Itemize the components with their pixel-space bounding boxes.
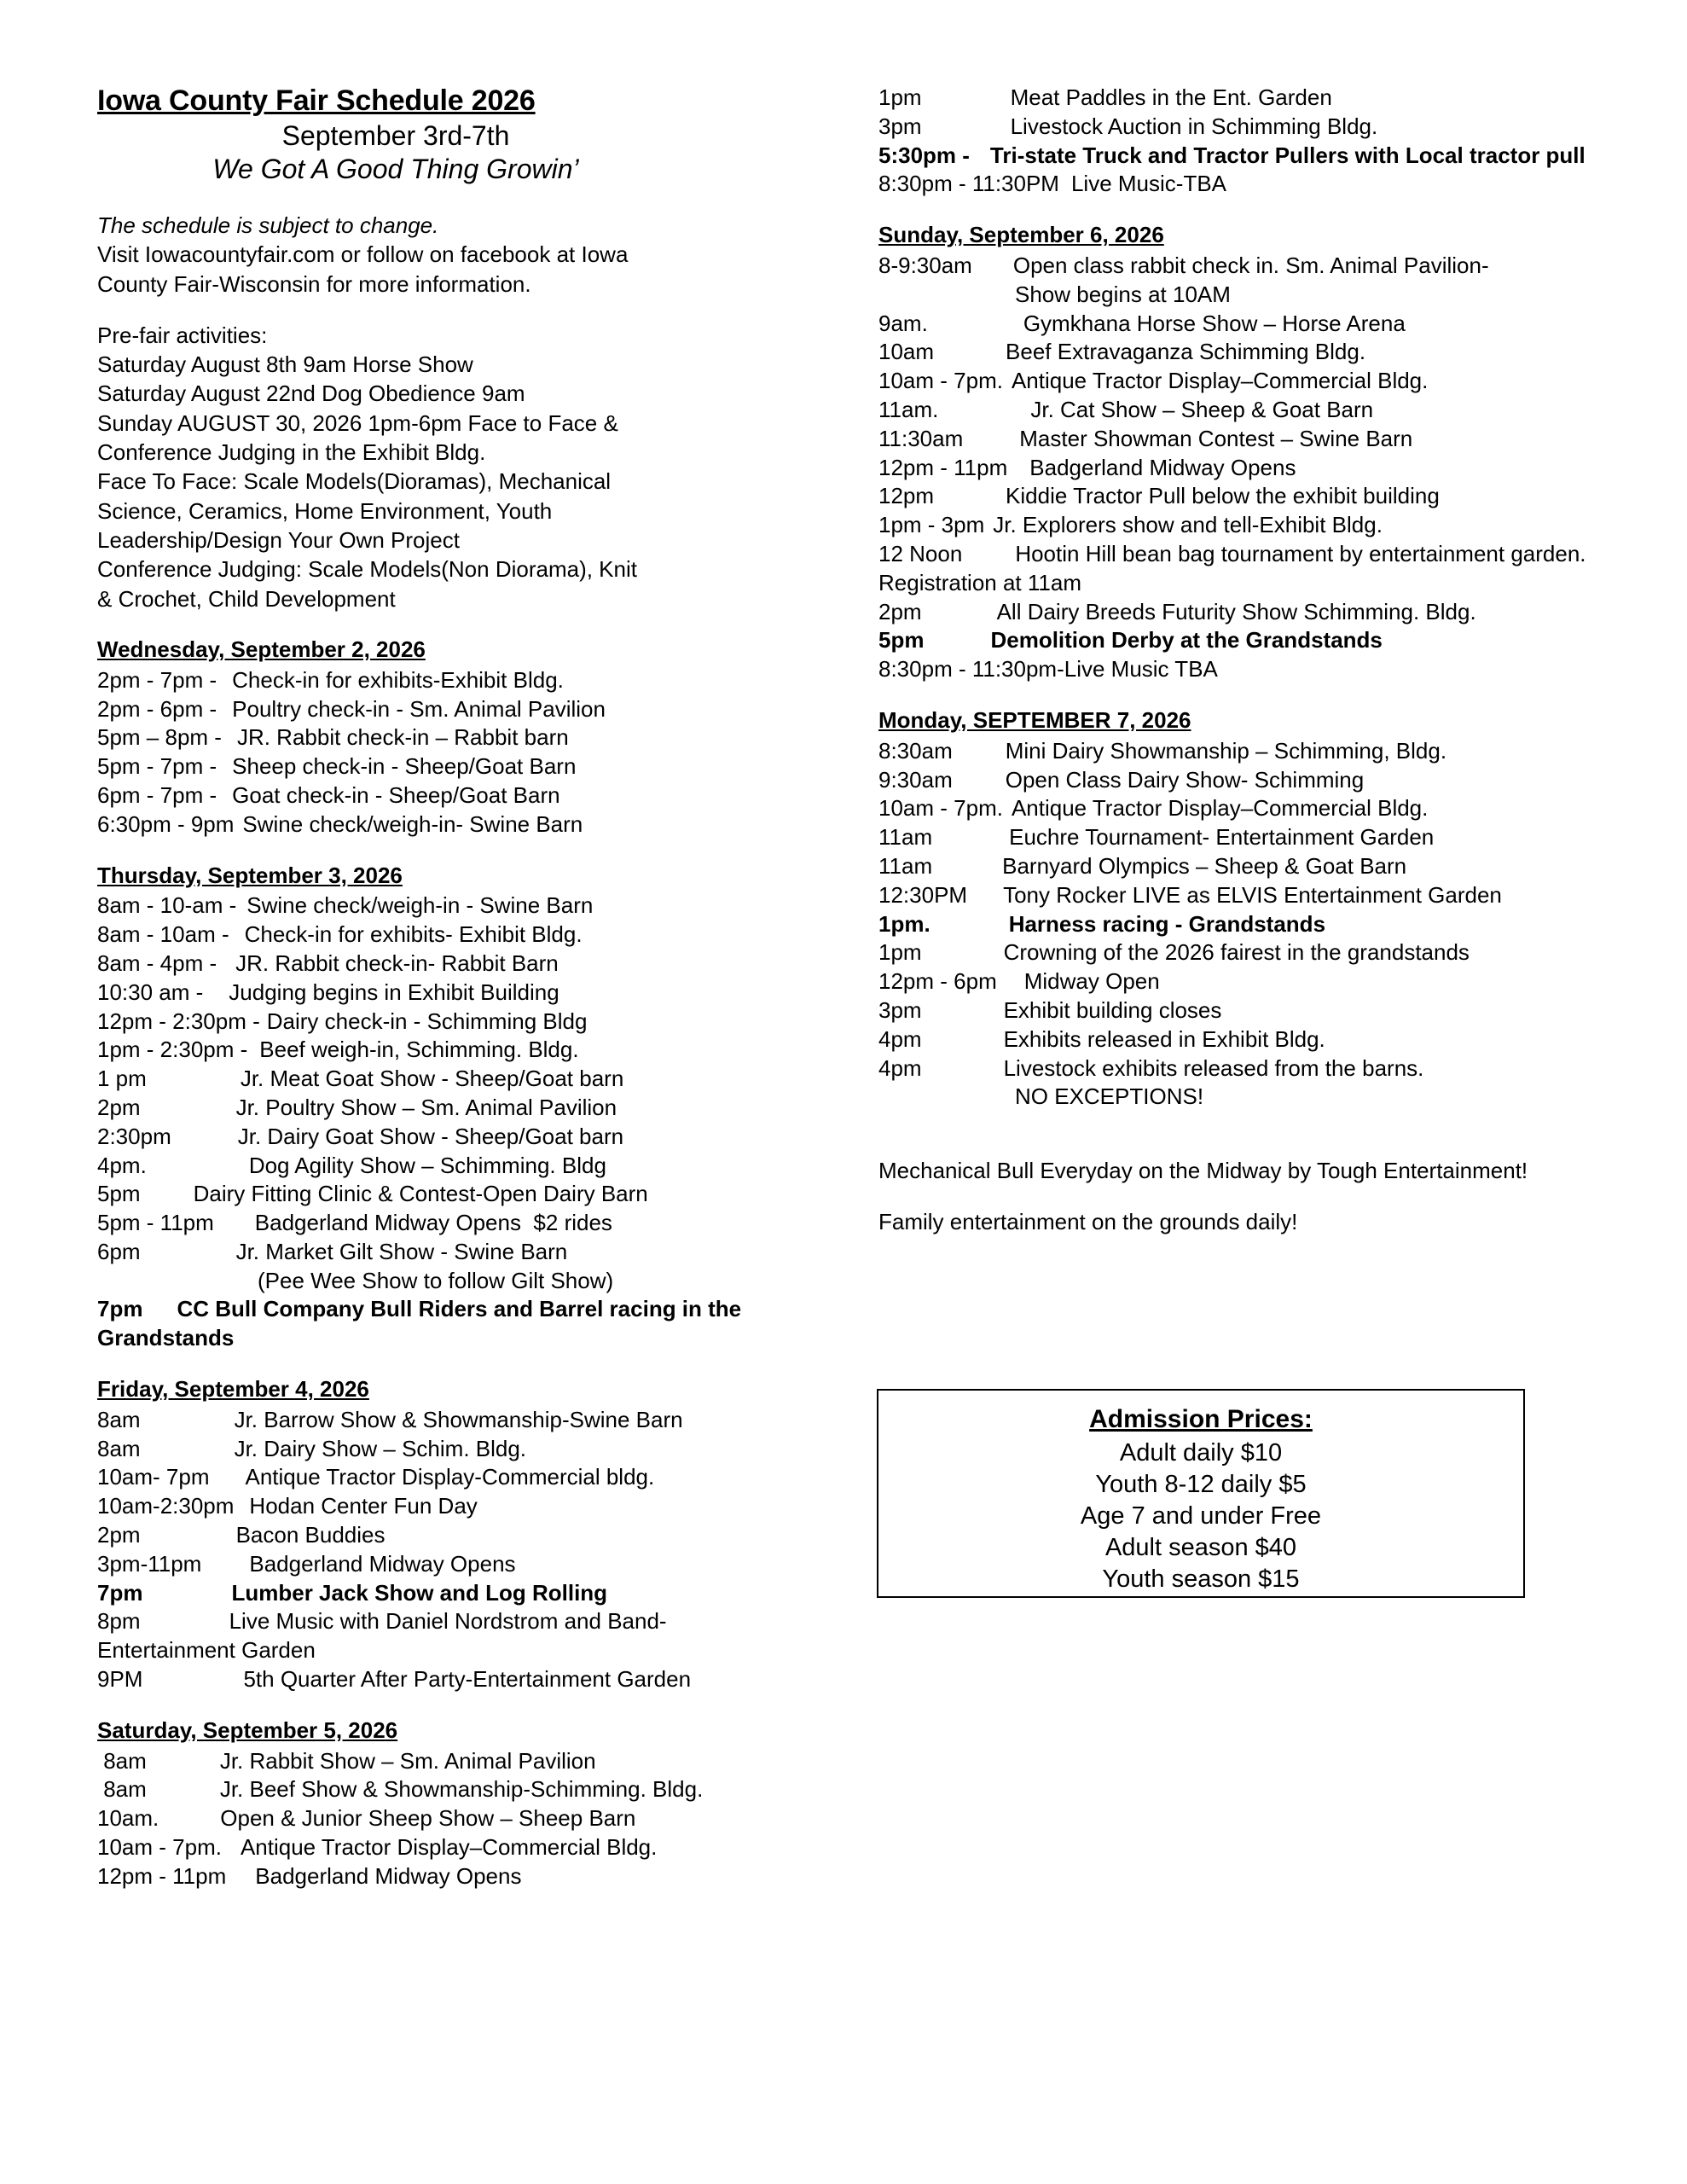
event-description: Jr. Dairy Goat Show - Sheep/Goat barn (237, 1123, 624, 1149)
event-description: Badgerland Midway Opens (249, 1550, 516, 1577)
schedule-event (97, 950, 797, 979)
event-description: Jr. Explorers show and tell-Exhibit Bldg. (993, 512, 1383, 538)
visit-line-1: Visit Iowacountyfair.com or follow on facebook at Iowa (97, 241, 629, 268)
schedule-event (97, 1747, 797, 1776)
schedule-event (878, 967, 1586, 996)
event-description: Gymkhana Horse Show – Horse Arena (1023, 310, 1406, 336)
right-column (878, 84, 1586, 1237)
event-description: Jr. Beef Show & Showmanship-Schimming. Bldg. (219, 1776, 704, 1803)
schedule-event (878, 310, 1586, 339)
schedule-event (97, 1209, 797, 1238)
event-description: Dairy Fitting Clinic & Contest-Open Dairy Barn (193, 1181, 648, 1207)
schedule-event (97, 1065, 797, 1094)
event-description: Antique Tractor Display-Commercial bldg. (245, 1464, 655, 1490)
schedule-event (878, 881, 1586, 910)
schedule-event (97, 752, 797, 781)
event-description: Live Music with Daniel Nordstrom and Band-Entertainment Garden (97, 1608, 667, 1664)
event-description: Jr. Barrow Show & Showmanship-Swine Barn (234, 1406, 683, 1432)
day-heading: Friday, September 4, 2026 (97, 1376, 369, 1403)
event-time: 2pm (878, 598, 922, 624)
admission-price-line: Age 7 and under Free (1080, 1502, 1322, 1531)
event-description: Open & Junior Sheep Show – Sheep Barn (220, 1805, 636, 1832)
event-description: Swine check/weigh-in - Swine Barn (246, 892, 594, 919)
schedule-event (878, 170, 1586, 199)
event-description: Jr. Rabbit Show – Sm. Animal Pavilion (219, 1747, 596, 1774)
admission-price-line: Youth 8-12 daily $5 (1095, 1471, 1307, 1499)
event-description: Barnyard Olympics – Sheep & Goat Barn (1002, 852, 1407, 879)
event-description: Poultry check-in - Sm. Animal Pavilion (232, 695, 606, 722)
schedule-event (878, 910, 1586, 939)
prefair-line: Face To Face: Scale Models(Dioramas), Mechanical (97, 468, 612, 495)
event-description: All Dairy Breeds Futurity Show Schimming. Bldg. (996, 598, 1476, 624)
event-time: 10am- 7pm (97, 1464, 210, 1490)
event-time: 5:30pm - (878, 142, 970, 168)
event-description: CC Bull Company Bull Riders and Barrel racing in the Grandstands (97, 1296, 742, 1351)
event-description: Dairy check-in - Schimming Bldg (266, 1008, 588, 1034)
event-time: 8am (97, 1747, 147, 1774)
schedule-event (97, 1036, 797, 1065)
event-description: Tony Rocker LIVE as ELVIS Entertainment Garden (1003, 881, 1502, 908)
event-time: 3pm (878, 996, 922, 1023)
event-description: Crowning of the 2026 fairest in the grandstands (1003, 939, 1470, 966)
schedule-event (878, 482, 1586, 511)
event-time: 4pm. (97, 1152, 147, 1178)
event-description: Mini Dairy Showmanship – Schimming, Bldg. (1005, 737, 1447, 764)
event-time: 4pm (878, 1054, 922, 1081)
schedule-event (97, 781, 797, 810)
event-time: 11:30am (878, 425, 964, 451)
day-heading: Sunday, September 6, 2026 (878, 222, 1164, 248)
event-time: 8am (97, 1406, 141, 1432)
schedule-event (878, 252, 1586, 281)
event-time: 5pm – 8pm - (97, 724, 222, 751)
event-time: 5pm - 11pm (97, 1210, 214, 1236)
schedule-event (878, 766, 1586, 795)
event-time: 6pm (97, 1238, 141, 1264)
schedule-event (878, 823, 1586, 852)
event-time: 12pm - 2:30pm - (97, 1008, 260, 1034)
event-description: Exhibits released in Exhibit Bldg. (1003, 1025, 1325, 1052)
event-description: Tri-state Truck and Tractor Pullers with Local tractor pull (989, 142, 1586, 168)
event-time: 5pm - 7pm - (97, 753, 217, 780)
event-description: Check-in for exhibits-Exhibit Bldg. (232, 666, 564, 693)
event-time: 1pm - 2:30pm - (97, 1037, 248, 1063)
event-time: 8-9:30am (878, 252, 972, 278)
event-description: Badgerland Midway Opens (1029, 454, 1296, 480)
event-time: 10am - 7pm. (97, 1834, 222, 1861)
schedule-event (878, 655, 1586, 684)
schedule-event (97, 1008, 797, 1037)
spacer (97, 1891, 797, 1914)
day-sections-right (878, 84, 1586, 1134)
event-description: Midway Open (1023, 968, 1160, 995)
event-time: 11am (878, 852, 933, 879)
event-time: 12pm - 11pm (878, 454, 1008, 480)
schedule-event (97, 1238, 797, 1267)
schedule-event (878, 367, 1586, 396)
schedule-event (97, 666, 797, 695)
event-description: Antique Tractor Display–Commercial Bldg. (240, 1834, 658, 1861)
event-time: 8am - 4pm - (97, 950, 217, 976)
mechanical-bull-note: Mechanical Bull Everyday on the Midway by Tough Entertainment! (878, 1158, 1528, 1184)
event-time: 11am (878, 824, 933, 851)
page-title: Iowa County Fair Schedule 2026 (97, 84, 536, 117)
event-description: 5th Quarter After Party-Entertainment Garden (243, 1666, 692, 1693)
schedule-change-notice: The schedule is subject to change. (97, 212, 439, 238)
event-time: 1 pm (97, 1066, 147, 1092)
event-time: 12 Noon (878, 540, 963, 566)
spacer (878, 684, 1586, 706)
event-description: Harness racing - Grandstands (1008, 910, 1326, 937)
event-description: Antique Tractor Display–Commercial Bldg. (1011, 368, 1429, 394)
prefair-line: Leadership/Design Your Own Project (97, 527, 460, 554)
event-time: 9am. (878, 310, 928, 336)
event-time: 10am (878, 339, 935, 365)
spacer (97, 299, 797, 321)
event-time: 2pm - 7pm - (97, 666, 217, 693)
admission-price-line: Adult season $40 (1104, 1534, 1297, 1562)
event-time: 8am (97, 1435, 141, 1461)
event-time: 8am - 10-am - (97, 892, 237, 919)
admission-price-line: Adult daily $10 (1119, 1439, 1283, 1467)
event-time: 9:30am (878, 766, 953, 793)
event-description: Dog Agility Show – Schimming. Bldg (248, 1152, 606, 1178)
event-time: 4pm (878, 1025, 922, 1052)
schedule-event (878, 113, 1586, 142)
prefair-line: Science, Ceramics, Home Environment, Youth (97, 497, 553, 524)
schedule-event (97, 1607, 797, 1665)
prefair-heading: Pre-fair activities: (97, 322, 268, 348)
event-time: 2pm - 6pm - (97, 695, 217, 722)
schedule-event (97, 1295, 797, 1353)
event-description: Open class rabbit check in. Sm. Animal Pavilion- (1012, 252, 1489, 278)
event-description: NO EXCEPTIONS! (1015, 1083, 1204, 1110)
event-description: Beef Extravaganza Schimming Bldg. (1006, 339, 1366, 365)
event-description: Lumber Jack Show and Log Rolling (231, 1579, 608, 1606)
schedule-event (878, 511, 1586, 540)
day-heading: Saturday, September 5, 2026 (97, 1716, 398, 1743)
schedule-event (97, 1579, 797, 1608)
schedule-event (878, 142, 1586, 171)
schedule-event (878, 598, 1586, 627)
event-time: 5pm (97, 1181, 141, 1207)
event-description: Kiddie Tractor Pull below the exhibit building (1006, 483, 1440, 509)
schedule-event (97, 810, 797, 839)
prefair-line: Saturday August 22nd Dog Obedience 9am (97, 380, 525, 407)
event-time: 12pm (878, 483, 935, 509)
schedule-event (878, 1083, 1586, 1112)
schedule-event (97, 1521, 797, 1550)
admission-prices-box (877, 1389, 1525, 1598)
admission-price-list (878, 1438, 1523, 1596)
event-time: 1pm - 3pm (878, 512, 985, 538)
spacer (878, 1185, 1586, 1207)
event-description: Jr. Market Gilt Show - Swine Barn (235, 1238, 568, 1264)
event-description: Jr. Meat Goat Show - Sheep/Goat barn (240, 1066, 624, 1092)
day-heading: Wednesday, September 2, 2026 (97, 636, 426, 662)
event-description: Show begins at 10AM (1015, 281, 1231, 307)
family-entertainment-note: Family entertainment on the grounds daily! (878, 1209, 1298, 1235)
event-description: JR. Rabbit check-in – Rabbit barn (236, 724, 569, 751)
event-time: 1pm (878, 84, 922, 110)
admission-price-line: Youth season $15 (1102, 1565, 1300, 1594)
schedule-event (878, 281, 1586, 310)
event-time: 2pm (97, 1522, 141, 1548)
schedule-event (97, 1665, 797, 1694)
event-description: Goat check-in - Sheep/Goat Barn (232, 781, 560, 808)
event-time: 8:30pm - 11:30pm-Live Music TBA (878, 656, 1218, 682)
event-time: 11am. (878, 396, 939, 422)
event-description: Jr. Cat Show – Sheep & Goat Barn (1030, 396, 1374, 422)
event-time: 10am - 7pm. (878, 795, 1003, 822)
spacer (878, 199, 1586, 221)
schedule-event (97, 1267, 797, 1296)
event-time: 8:30pm - 11:30PM (878, 171, 1059, 197)
fair-slogan: We Got A Good Thing Growin’ (212, 153, 579, 184)
event-time: 8pm (97, 1608, 141, 1635)
event-description: Antique Tractor Display–Commercial Bldg. (1011, 795, 1429, 822)
prefair-line: & Crochet, Child Development (97, 585, 396, 612)
day-sections-left (97, 636, 797, 1914)
event-time: 10am-2:30pm (97, 1493, 235, 1519)
spacer (878, 1134, 1586, 1156)
visit-line-2: County Fair-Wisconsin for more information. (97, 270, 531, 297)
event-time: 9PM (97, 1666, 143, 1693)
schedule-event (97, 1094, 797, 1123)
event-time: 5pm (878, 627, 925, 653)
schedule-event (878, 454, 1586, 483)
event-time: 12pm - 6pm (878, 968, 997, 995)
schedule-event (97, 1406, 797, 1435)
event-time: 10am - 7pm. (878, 368, 1003, 394)
event-description: Livestock Auction in Schimming Bldg. (1010, 113, 1378, 139)
event-time: 3pm-11pm (97, 1550, 202, 1577)
event-time: 1pm. (878, 910, 930, 937)
event-description: Bacon Buddies (235, 1522, 386, 1548)
event-time: 12pm - 11pm (97, 1862, 227, 1889)
event-description: (Pee Wee Show to follow Gilt Show) (258, 1267, 614, 1293)
event-time: 2pm (97, 1094, 141, 1120)
schedule-event (878, 794, 1586, 823)
schedule-event (878, 1054, 1586, 1083)
prefair-line: Conference Judging: Scale Models(Non Diorama), Knit (97, 556, 637, 583)
event-time: 8am (97, 1776, 147, 1803)
schedule-event (878, 852, 1586, 881)
schedule-event (878, 540, 1586, 598)
schedule-event (97, 1862, 797, 1891)
event-time: 6:30pm - 9pm (97, 810, 235, 837)
event-time: 1pm (878, 939, 922, 966)
schedule-event (97, 1833, 797, 1862)
schedule-event (97, 1550, 797, 1579)
schedule-event (97, 1804, 797, 1833)
event-time: 6pm - 7pm - (97, 781, 217, 808)
event-description: Sheep check-in - Sheep/Goat Barn (232, 753, 577, 780)
event-time: 10:30 am - (97, 979, 204, 1005)
fair-dates: September 3rd-7th (281, 120, 510, 152)
event-description: Hootin Hill bean bag tournament by entertainment garden. Registration at 11am (878, 540, 1586, 595)
schedule-event (97, 921, 797, 950)
left-column (97, 84, 797, 1914)
spacer (97, 1694, 797, 1716)
schedule-event (97, 723, 797, 752)
event-description: Judging begins in Exhibit Building (229, 979, 559, 1005)
prefair-list (97, 350, 797, 613)
spacer (878, 1112, 1586, 1134)
event-time: 8:30am (878, 737, 953, 764)
event-time: 12:30PM (878, 881, 968, 908)
event-time: 7pm (97, 1296, 143, 1322)
event-description: Open Class Dairy Show- Schimming (1005, 766, 1365, 793)
spacer (97, 613, 797, 636)
schedule-event (97, 695, 797, 724)
event-description: Check-in for exhibits- Exhibit Bldg. (244, 921, 583, 948)
event-description: Live Music-TBA (1070, 171, 1227, 197)
schedule-event (97, 1180, 797, 1209)
schedule-event (97, 979, 797, 1008)
event-description: Jr. Poultry Show – Sm. Animal Pavilion (235, 1094, 617, 1120)
schedule-event (878, 996, 1586, 1025)
event-description: Exhibit building closes (1003, 996, 1222, 1023)
schedule-event (878, 425, 1586, 454)
schedule-event (878, 1025, 1586, 1054)
event-time: 2:30pm (97, 1123, 171, 1149)
admission-title: Admission Prices: (1089, 1405, 1313, 1433)
spacer (97, 1353, 797, 1375)
event-description: Badgerland Midway Opens $2 rides (254, 1210, 612, 1236)
prefair-line: Conference Judging in the Exhibit Bldg. (97, 439, 486, 466)
schedule-event (878, 84, 1586, 113)
schedule-event (878, 338, 1586, 367)
event-time: 8am - 10am - (97, 921, 229, 948)
schedule-event (97, 1492, 797, 1521)
event-time: 3pm (878, 113, 922, 139)
prefair-line: Sunday AUGUST 30, 2026 1pm-6pm Face to Face & (97, 410, 618, 436)
event-description: Livestock exhibits released from the barns. (1003, 1054, 1424, 1081)
event-time: 7pm (97, 1579, 143, 1606)
schedule-event (97, 1775, 797, 1804)
event-description: Demolition Derby at the Grandstands (990, 627, 1383, 653)
event-description: Meat Paddles in the Ent. Garden (1010, 84, 1332, 110)
event-description: Euchre Tournament- Entertainment Garden (1009, 824, 1435, 851)
schedule-event (97, 1463, 797, 1492)
event-description: Swine check/weigh-in- Swine Barn (242, 810, 583, 837)
schedule-event (878, 737, 1586, 766)
schedule-event (97, 1152, 797, 1181)
day-heading: Monday, SEPTEMBER 7, 2026 (878, 706, 1191, 733)
event-description: Badgerland Midway Opens (255, 1862, 522, 1889)
schedule-event (878, 938, 1586, 967)
event-description: Hodan Center Fun Day (249, 1493, 478, 1519)
event-time: 10am. (97, 1805, 159, 1832)
schedule-event (97, 1435, 797, 1464)
day-heading: Thursday, September 3, 2026 (97, 862, 403, 888)
event-description: JR. Rabbit check-in- Rabbit Barn (235, 950, 559, 976)
schedule-event (97, 892, 797, 921)
prefair-line: Saturday August 8th 9am Horse Show (97, 351, 473, 378)
event-description: Jr. Dairy Show – Schim. Bldg. (234, 1435, 527, 1461)
schedule-event (97, 1123, 797, 1152)
event-description: Beef weigh-in, Schimming. Bldg. (259, 1037, 579, 1063)
schedule-event (878, 626, 1586, 655)
schedule-event (878, 396, 1586, 425)
event-description: Master Showman Contest – Swine Barn (1019, 425, 1413, 451)
spacer (97, 839, 797, 862)
